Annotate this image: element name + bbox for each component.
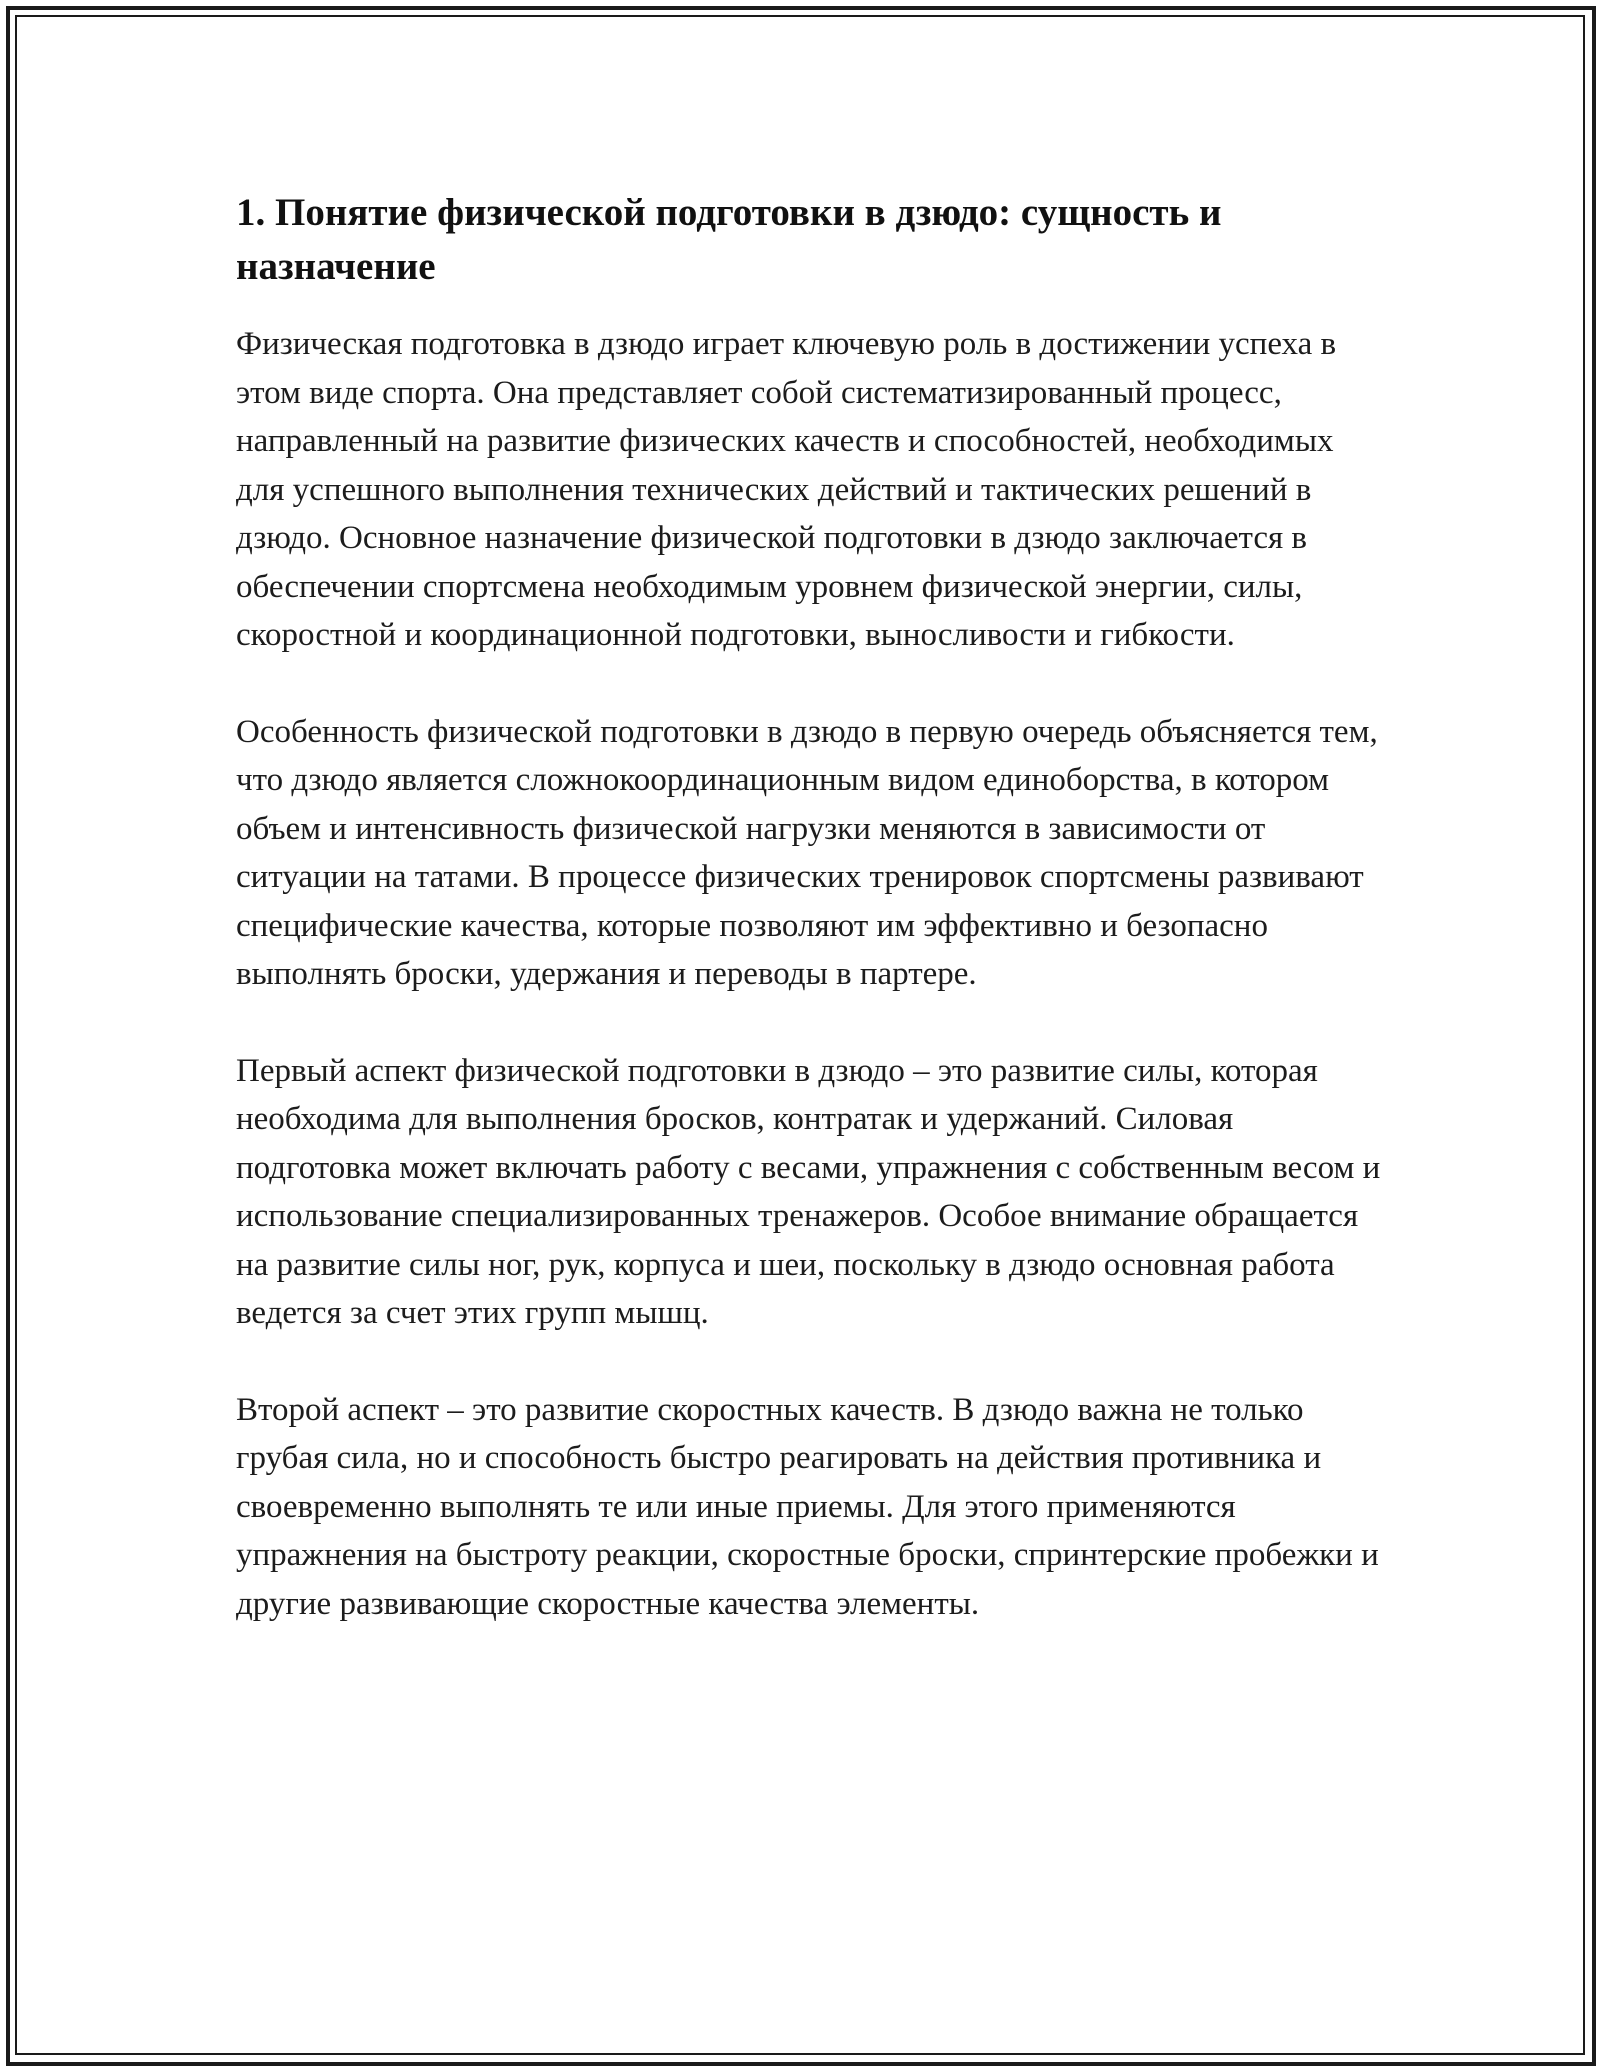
paragraph-4: Второй аспект – это развитие скоростных качеств. В дзюдо важна не только грубая сила, но и способность быстро реагировать на действия противника и своевременно выполнять те или иные приемы. Для этого применяются упражнения на быстроту реакции, скоростные броски, спринтерские пробежки и другие развивающие скоростные качества элементы.: [236, 1391, 1379, 1622]
paragraph-1: Физическая подготовка в дзюдо играет ключевую роль в достижении успеха в этом виде спорта. Она представляет собой систематизированный процесс, направленный на развитие физических качеств и способностей, необходимых для успешного выполнения технических действий и тактических решений в дзюдо. Основное назначение физической подготовки в дзюдо заключается в обеспечении спортсмена необходимым уровнем физической энергии, силы, скоростной и координационной подготовки, выносливости и гибкости.: [236, 326, 1337, 653]
section-heading: 1. Понятие физической подготовки в дзюдо: сущность и назначение: [236, 191, 1222, 288]
paragraph-2: Особенность физической подготовки в дзюдо в первую очередь объясняется тем, что дзюдо является сложнокоординационным видом единоборства, в котором объем и интенсивность физической нагрузки меняются в зависимости от ситуации на татами. В процессе физических тренировок спортсмены развивают специфические качества, которые позволяют им эффективно и безопасно выполнять броски, удержания и переводы в партере.: [236, 713, 1378, 992]
paragraph-3: Первый аспект физической подготовки в дзюдо – это развитие силы, которая необходима для выполнения бросков, контратак и удержаний. Силовая подготовка может включать работу с весами, упражнения с собственным весом и использование специализированных тренажеров. Особое внимание обращается на развитие силы ног, рук, корпуса и шеи, поскольку в дзюдо основная работа ведется за счет этих групп мышц.: [236, 1052, 1381, 1331]
document-body: [236, 186, 1386, 1628]
